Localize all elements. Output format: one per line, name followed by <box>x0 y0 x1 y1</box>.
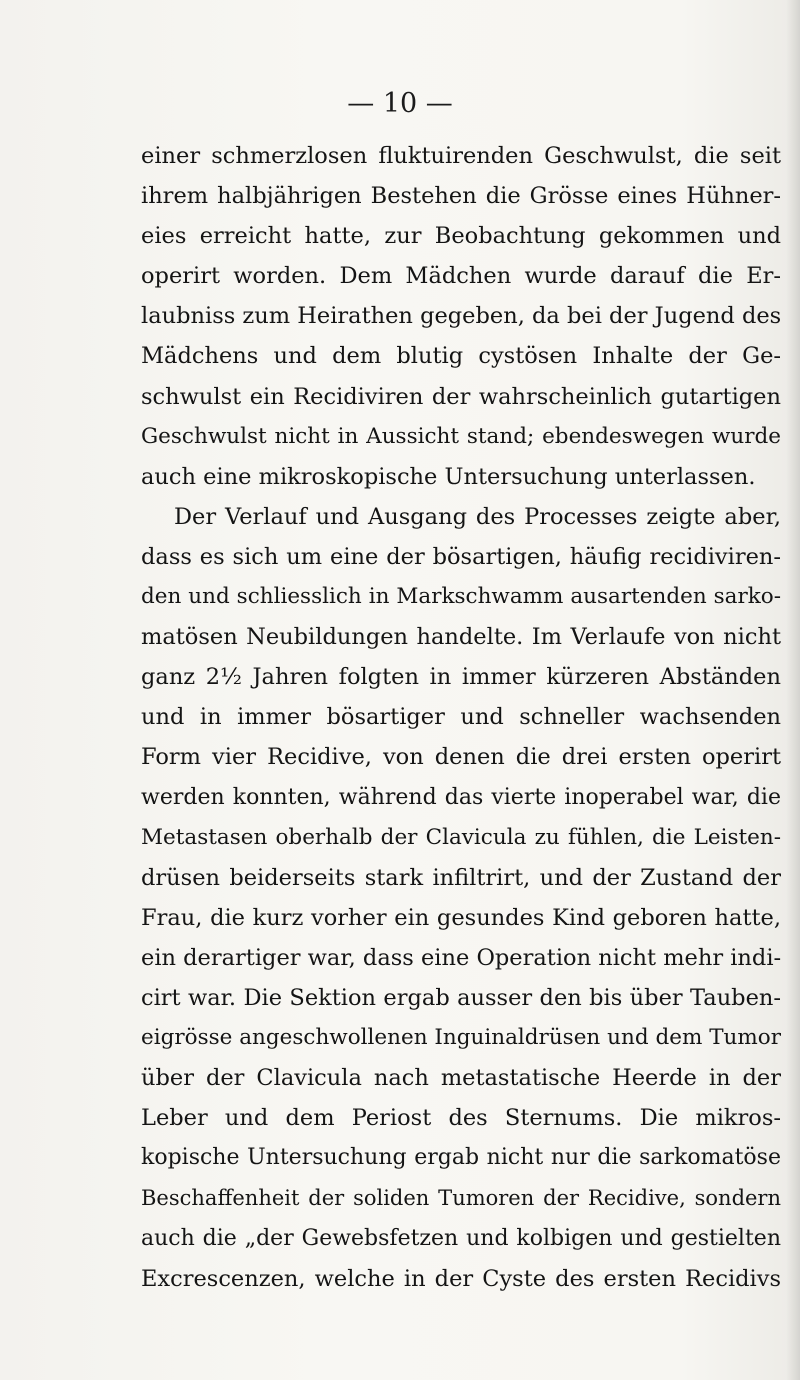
text-line: Excrescenzen, welche in der Cyste des ersten Recidivs <box>141 1265 781 1292</box>
text-line: werden konnten, während das vierte inoperabel war, die <box>141 784 781 810</box>
body-text <box>141 136 781 1299</box>
text-line: eigrösse angeschwollenen Inguinaldrüsen und dem Tumor <box>141 1025 781 1051</box>
text-line: den und schliesslich in Markschwamm ausartenden sarko- <box>141 584 781 610</box>
text-line: kopische Untersuchung ergab nicht nur die sarkomatöse <box>141 1145 781 1171</box>
text-line: auch eine mikroskopische Untersuchung unterlassen. <box>141 463 756 490</box>
text-line: über der Clavicula nach metastatische Heerde in der <box>141 1065 781 1092</box>
page-edge-shadow <box>786 0 800 1380</box>
text-line: einer schmerzlosen fluktuirenden Geschwulst, die seit <box>141 143 781 169</box>
text-line: auch die „der Gewebsfetzen und kolbigen und gestielten <box>141 1225 781 1251</box>
text-line: laubniss zum Heirathen gegeben, da bei der Jugend des <box>141 303 781 330</box>
text-line: ihrem halbjährigen Bestehen die Grösse eines Hühner- <box>141 183 781 210</box>
text-line: Frau, die kurz vorher ein gesundes Kind geboren hatte, <box>141 904 781 931</box>
text-line: Leber und dem Periost des Sternums. Die mikros- <box>141 1105 781 1132</box>
text-line: Beschaffenheit der soliden Tumoren der Recidive, sondern <box>141 1186 781 1211</box>
text-line: Mädchens und dem blutig cystösen Inhalte der Ge- <box>141 343 781 370</box>
text-line: schwulst ein Recidiviren der wahrscheinlich gutartigen <box>141 383 781 410</box>
text-line: operirt worden. Dem Mädchen wurde darauf die Er- <box>141 263 781 290</box>
text-line: matösen Neubildungen handelte. Im Verlaufe von nicht <box>141 624 781 651</box>
text-line: dass es sich um eine der bösartigen, häufig recidiviren- <box>141 543 781 570</box>
text-line: ganz 2½ Jahren folgten in immer kürzeren Abständen <box>141 664 781 691</box>
text-line: Der Verlauf und Ausgang des Processes zeigte aber, <box>174 503 781 530</box>
page-number: — 10 — <box>347 88 453 119</box>
text-line: Form vier Recidive, von denen die drei ersten operirt <box>141 744 781 771</box>
text-line: ein derartiger war, dass eine Operation nicht mehr indi- <box>141 944 781 971</box>
text-line: drüsen beiderseits stark infiltrirt, und der Zustand der <box>141 864 781 891</box>
text-line: cirt war. Die Sektion ergab ausser den bis über Tauben- <box>141 984 781 1011</box>
text-line: Metastasen oberhalb der Clavicula zu fühlen, die Leisten- <box>141 824 781 850</box>
text-line: Geschwulst nicht in Aussicht stand; ebendeswegen wurde <box>141 423 781 449</box>
text-line: eies erreicht hatte, zur Beobachtung gekommen und <box>141 223 781 250</box>
text-line: und in immer bösartiger und schneller wachsenden <box>141 704 781 731</box>
